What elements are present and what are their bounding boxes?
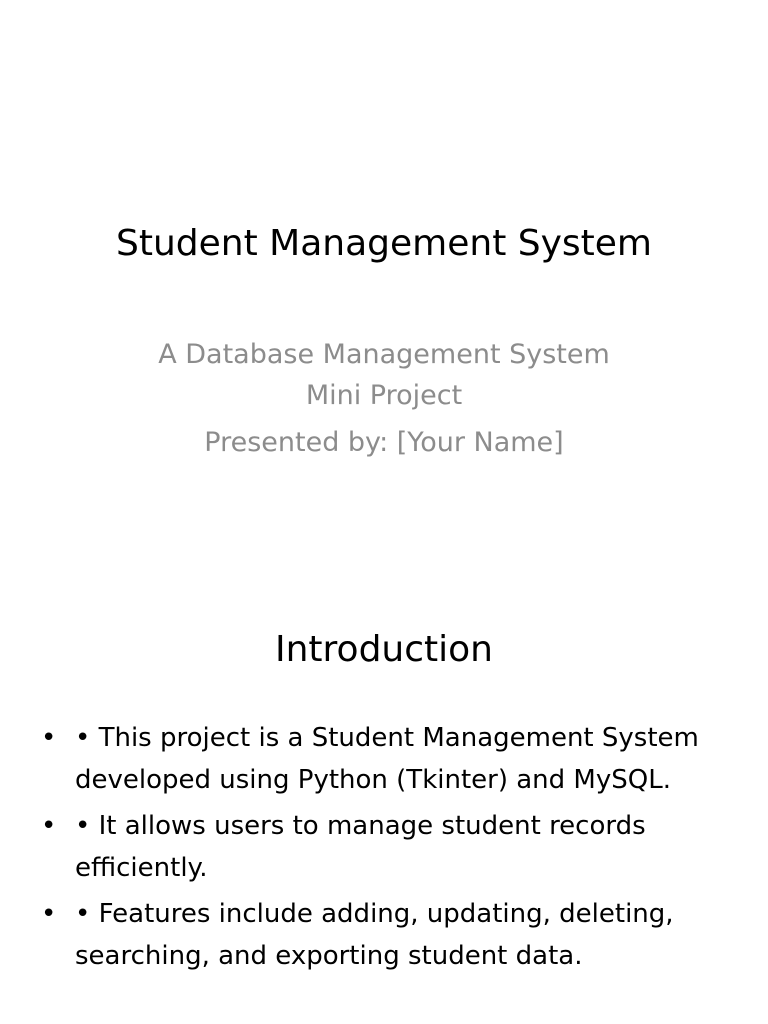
bullet-list (38, 717, 738, 981)
slide-subtitle (0, 334, 768, 463)
bullet-text: • This project is a Student Management System developed using Python (Tkinter) and MySQL. (75, 723, 699, 795)
bullet-dot-icon: • (41, 723, 57, 753)
bullet-text: • Features include adding, updating, deleting, searching, and exporting student data. (75, 899, 674, 971)
bullet-item (38, 805, 738, 889)
slide-title: Student Management System (116, 223, 652, 264)
bullet-text: • It allows users to manage student records efficiently. (75, 811, 646, 883)
subtitle-line: Mini Project (305, 380, 463, 411)
section-title: Introduction (274, 629, 493, 670)
bullet-dot-icon: • (41, 811, 57, 841)
subtitle-line: A Database Management System (158, 339, 610, 370)
bullet-item (38, 717, 738, 801)
bullet-item (38, 893, 738, 977)
subtitle-line: Presented by: [Your Name] (204, 427, 564, 458)
bullet-dot-icon: • (41, 899, 57, 929)
